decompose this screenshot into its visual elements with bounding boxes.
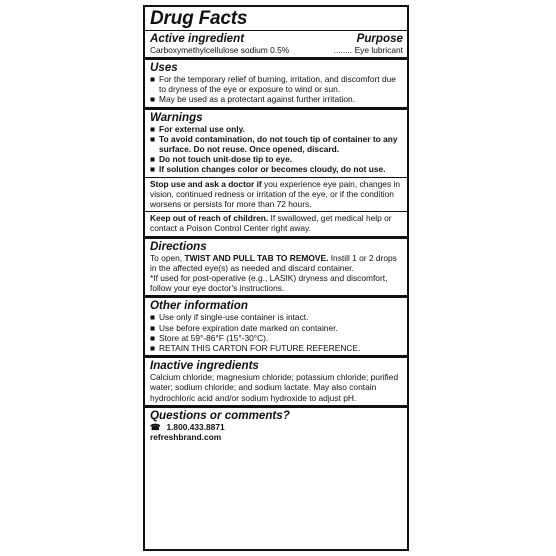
divider <box>145 236 407 239</box>
bullet-icon: ■ <box>150 312 156 323</box>
bullet-icon: ■ <box>150 74 156 84</box>
bullet-icon: ■ <box>150 343 156 354</box>
warnings-item: ■ For external use only. <box>150 123 245 134</box>
drug-facts-title: Drug Facts <box>150 8 248 29</box>
warnings-heading: Warnings <box>150 110 203 124</box>
drug-facts-panel <box>143 5 409 551</box>
warnings-item: ■ If solution changes color or becomes cloudy, do not use. <box>150 164 386 175</box>
phone-row <box>150 422 403 432</box>
bullet-icon: ■ <box>150 133 156 144</box>
divider <box>145 295 407 298</box>
other-information-heading: Other information <box>150 299 248 313</box>
bullet-icon: ■ <box>150 164 156 175</box>
inactive-ingredients-heading: Inactive ingredients <box>150 359 259 373</box>
purpose-heading: Purpose <box>356 32 403 45</box>
bullet-icon: ■ <box>150 94 156 105</box>
active-ingredient-name: Carboxymethylcellulose sodium 0.5% <box>150 45 290 55</box>
divider <box>145 405 407 408</box>
warnings-item: ■ Do not touch unit-dose tip to eye. <box>150 154 293 165</box>
directions-note: *If used for post-operative (e.g., LASIK) dryness and discomfort, follow your eye doctor's instructions. <box>150 273 388 294</box>
bullet-icon: ■ <box>150 123 156 134</box>
questions-heading: Questions or comments? <box>150 408 290 422</box>
phone-number[interactable]: 1.800.433.8871 <box>166 421 225 432</box>
divider <box>145 211 407 212</box>
divider <box>145 57 407 60</box>
other-item: ■ Use before expiration date marked on container. <box>150 322 338 333</box>
phone-icon: ☎ <box>150 421 161 432</box>
divider <box>145 355 407 358</box>
active-ingredient-heading: Active ingredient <box>150 32 245 45</box>
bullet-icon: ■ <box>150 332 156 343</box>
bullet-icon: ■ <box>150 154 156 165</box>
uses-heading: Uses <box>150 61 178 74</box>
active-ingredient-header <box>150 32 403 45</box>
website-link[interactable]: refreshbrand.com <box>150 432 222 443</box>
divider <box>145 177 407 178</box>
keep-out-paragraph: Keep out of reach of children. If swallowed, get medical help or contact a Poison Control Center right away. <box>150 213 392 234</box>
active-ingredient-purpose: ........ Eye lubricant <box>333 45 403 55</box>
uses-item: ■ For the temporary relief of burning, irritation, and discomfort due to dryness of the eye or exposure to wind or sun. <box>150 74 396 95</box>
stop-use-paragraph: Stop use and ask a doctor if you experience eye pain, changes in vision, continued redness or irritation of the eye, or if the condition worsens or persists for more than 72 hours. <box>150 178 400 210</box>
directions-heading: Directions <box>150 239 207 253</box>
other-item: ■ Use only if single-use container is intact. <box>150 312 309 323</box>
directions-text: To open, TWIST AND PULL TAB TO REMOVE. Instill 1 or 2 drops in the affected eye(s) as needed and discard container. <box>150 252 397 273</box>
other-item: ■ RETAIN THIS CARTON FOR FUTURE REFERENCE. <box>150 343 361 354</box>
divider <box>145 107 407 110</box>
uses-item: ■ May be used as a protectant against further irritation. <box>150 94 355 105</box>
bullet-icon: ■ <box>150 322 156 333</box>
other-item: ■ Store at 59°-86°F (15°-30°C). <box>150 332 269 343</box>
divider <box>145 30 407 31</box>
inactive-ingredients-text: Calcium chloride; magnesium chloride; potassium chloride; purified water; sodium chloride; and sodium lactate. May also contain hydrochloric acid and/or sodium hydroxide to adjust pH. <box>150 372 399 403</box>
warnings-item: ■ To avoid contamination, do not touch tip of container to any surface. Do not reuse. Once opened, discard. <box>150 133 398 155</box>
active-ingredient-row <box>150 45 403 55</box>
